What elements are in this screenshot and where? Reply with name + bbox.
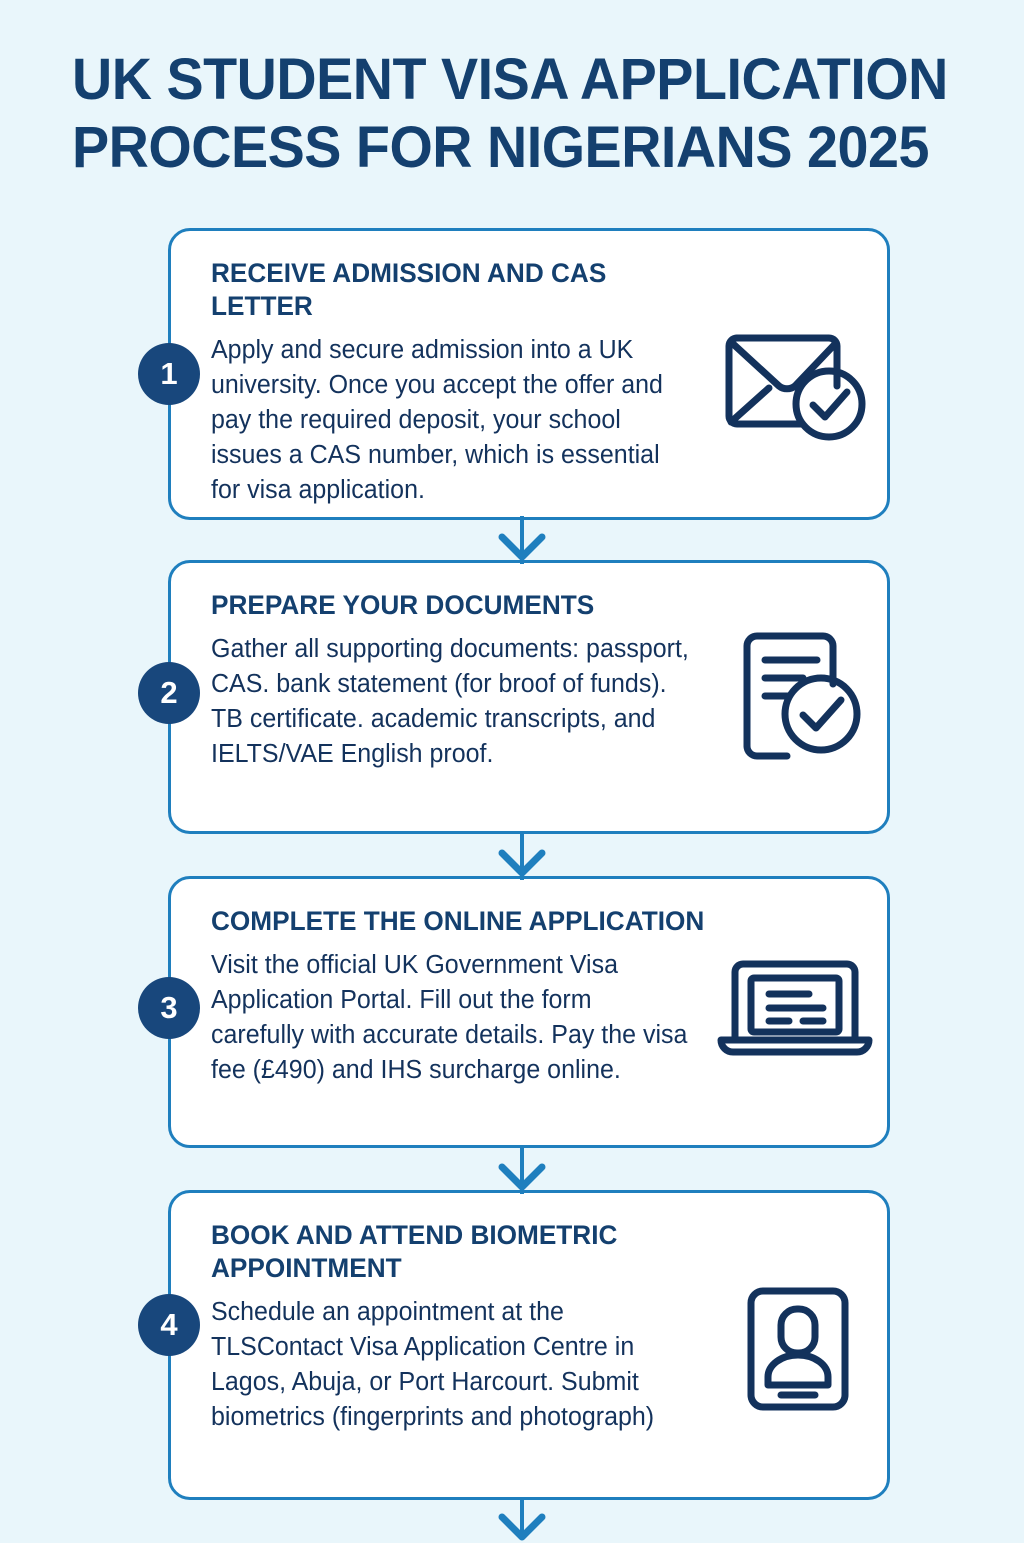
envelope-check-icon	[713, 324, 873, 446]
step-2-body: Gather all supporting documents: passport, CAS. bank statement (for broof of funds). TB certificate. academic transcripts, and IELTS/VAE English proof.	[211, 635, 689, 768]
connector-arrow-1-2	[498, 533, 546, 563]
connector-arrow-4-next	[498, 1513, 546, 1543]
step-3-number-badge	[138, 977, 200, 1039]
step-1-body: Apply and secure admission into a UK university. Once you accept the offer and pay the required deposit, your school issues a CAS number, which is essential for visa application.	[211, 336, 663, 504]
step-4-body: Schedule an appointment at the TLSContact Visa Application Centre in Lagos, Abuja, or Port Harcourt. Submit biometrics (fingerprints and photograph)	[211, 1298, 655, 1431]
step-3-body: Visit the official UK Government Visa Application Portal. Fill out the form carefully with accurate details. Pay the visa fee (£490) and IHS surcharge online.	[211, 951, 688, 1084]
connector-arrow-2-3	[498, 849, 546, 879]
step-2-number-badge	[138, 662, 200, 724]
step-2-number: 2	[160, 675, 178, 710]
step-1-number: 1	[160, 356, 178, 391]
step-3-number: 3	[160, 990, 178, 1025]
step-4-number: 4	[160, 1307, 178, 1342]
document-check-icon	[731, 628, 873, 762]
step-2-icon-slot	[722, 625, 882, 765]
id-card-person-icon	[743, 1285, 853, 1413]
step-1-icon-slot	[705, 320, 880, 450]
step-2-heading: PREPARE YOUR DOCUMENTS	[211, 590, 595, 620]
step-1-number-badge	[138, 343, 200, 405]
laptop-icon	[713, 956, 877, 1069]
step-3-icon-slot	[706, 950, 884, 1075]
page-title-line-1: UK STUDENT VISA APPLICATION	[72, 47, 948, 112]
step-1-heading: RECEIVE ADMISSION AND CAS LETTER	[211, 258, 607, 321]
step-3-heading: COMPLETE THE ONLINE APPLICATION	[211, 906, 705, 936]
page-title-line-2: PROCESS FOR NIGERIANS 2025	[72, 115, 929, 180]
step-4-heading: BOOK AND ATTEND BIOMETRIC APPOINTMENT	[211, 1220, 618, 1283]
step-4-icon-slot	[730, 1282, 866, 1416]
connector-arrow-3-4	[498, 1163, 546, 1193]
step-4-number-badge	[138, 1294, 200, 1356]
